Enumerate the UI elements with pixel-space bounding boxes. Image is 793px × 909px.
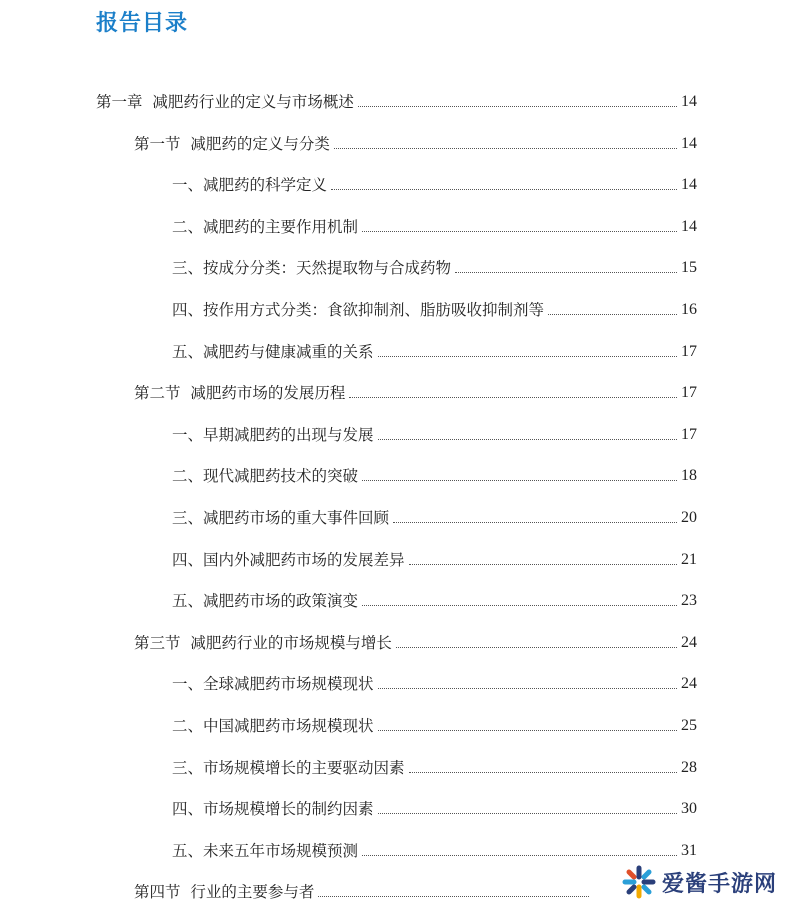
toc-leader-dots xyxy=(358,106,677,107)
toc-entry[interactable] xyxy=(172,425,697,445)
toc-entry-title: 减肥药行业的定义与市场概述 xyxy=(152,93,354,111)
toc-leader-dots xyxy=(548,314,677,315)
toc-entry[interactable] xyxy=(172,466,697,486)
toc-entry-number: 一、 xyxy=(172,176,204,195)
toc-entry-number: 四、 xyxy=(172,550,204,569)
toc-entry[interactable] xyxy=(134,383,697,403)
toc-page-number: 23 xyxy=(681,592,697,610)
toc-entry-number: 四、 xyxy=(172,301,204,319)
toc-entry[interactable] xyxy=(172,758,697,778)
toc-entry-title: 按成分分类：天然提取物与合成药物 xyxy=(203,259,452,278)
toc-leader-dots xyxy=(409,564,677,565)
toc-entry[interactable] xyxy=(134,633,697,653)
toc-leader-dots xyxy=(362,480,677,481)
toc-leader-dots xyxy=(378,688,677,689)
toc-leader-dots xyxy=(409,772,677,773)
toc-entry[interactable] xyxy=(172,508,697,528)
toc-page-number: 17 xyxy=(681,384,697,402)
toc-leader-dots xyxy=(318,896,589,897)
toc-page-number: 21 xyxy=(681,550,697,568)
toc-entry-number: 一、 xyxy=(172,675,204,694)
toc-entry-number: 第一节 xyxy=(134,134,181,153)
toc-entry[interactable] xyxy=(172,674,697,694)
toc-entry-number: 三、 xyxy=(172,259,204,278)
toc-page-number: 30 xyxy=(681,800,697,818)
toc-page-number: 14 xyxy=(681,93,697,110)
toc-entry[interactable] xyxy=(172,550,697,570)
toc-entry-number: 二、 xyxy=(172,217,204,236)
toc-page-number: 24 xyxy=(681,633,697,651)
toc-leader-dots xyxy=(334,148,677,149)
toc-entry-number: 三、 xyxy=(172,509,204,527)
page-title: 报告目录 xyxy=(96,11,189,36)
toc-page-number: 17 xyxy=(681,425,697,443)
toc-leader-dots xyxy=(396,647,677,648)
toc-entry-title: 减肥药的科学定义 xyxy=(203,176,328,195)
toc-entry-title: 市场规模增长的主要驱动因素 xyxy=(203,758,405,777)
toc-entry-title: 国内外减肥药市场的发展差异 xyxy=(203,550,405,569)
toc-page-number: 14 xyxy=(681,217,697,235)
toc-entry-title: 早期减肥药的出现与发展 xyxy=(203,425,374,444)
toc-entry[interactable] xyxy=(172,258,697,278)
toc-page-number: 15 xyxy=(681,259,697,277)
toc-entry[interactable] xyxy=(134,134,697,154)
toc-entry-number: 二、 xyxy=(172,467,204,486)
toc-leader-dots xyxy=(378,356,677,357)
toc-leader-dots xyxy=(362,231,677,232)
toc-page-number: 18 xyxy=(681,467,697,485)
toc-entry[interactable] xyxy=(96,92,697,112)
toc-entry-title: 减肥药市场的重大事件回顾 xyxy=(203,509,390,527)
toc-entry[interactable] xyxy=(172,175,697,195)
toc-entry-title: 未来五年市场规模预测 xyxy=(203,841,359,860)
toc-leader-dots xyxy=(378,813,677,814)
toc-entry-title: 中国减肥药市场规模现状 xyxy=(203,717,374,735)
toc-entry-title: 行业的主要参与者 xyxy=(190,883,315,902)
toc-entry-number: 第一章 xyxy=(96,93,143,111)
toc-page-number: 28 xyxy=(681,758,697,776)
toc-page-number: 16 xyxy=(681,301,697,318)
toc-entry-number: 二、 xyxy=(172,717,204,735)
toc-entry-number: 第三节 xyxy=(134,633,181,652)
toc-entry-number: 第四节 xyxy=(134,883,181,902)
toc-entry-title: 现代减肥药技术的突破 xyxy=(203,467,359,486)
toc-entry-title: 减肥药的定义与分类 xyxy=(190,134,330,153)
toc-entry[interactable] xyxy=(134,882,593,902)
toc-entry-title: 减肥药与健康减重的关系 xyxy=(203,342,374,361)
toc-leader-dots xyxy=(331,189,677,190)
toc-entry[interactable] xyxy=(172,342,697,362)
toc-page-number: 20 xyxy=(681,509,697,526)
toc-entry-number: 第二节 xyxy=(134,384,181,403)
asterisk-logo-icon xyxy=(622,865,656,899)
toc-entry[interactable] xyxy=(172,591,697,611)
toc-entry-number: 五、 xyxy=(172,841,204,860)
toc-entry-number: 五、 xyxy=(172,592,204,611)
toc-entry[interactable] xyxy=(172,300,697,320)
toc-leader-dots xyxy=(378,439,677,440)
toc-page-number: 24 xyxy=(681,675,697,693)
toc-entry-title: 减肥药市场的政策演变 xyxy=(203,592,359,611)
toc-entry-number: 五、 xyxy=(172,342,204,361)
toc-leader-dots xyxy=(378,730,677,731)
toc-entry-number: 一、 xyxy=(172,425,204,444)
toc-entry-number: 三、 xyxy=(172,758,204,777)
toc-entry[interactable] xyxy=(172,716,697,736)
toc-entry-title: 减肥药行业的市场规模与增长 xyxy=(190,633,392,652)
toc-entry[interactable] xyxy=(172,217,697,237)
toc-entry-number: 四、 xyxy=(172,800,204,819)
toc-page-number: 14 xyxy=(681,134,697,152)
toc-leader-dots xyxy=(455,272,677,273)
toc-entry-title: 减肥药的主要作用机制 xyxy=(203,217,359,236)
toc-leader-dots xyxy=(393,522,677,523)
toc-entry[interactable] xyxy=(172,841,697,861)
toc-entry[interactable] xyxy=(172,799,697,819)
toc-entry-title: 按作用方式分类：食欲抑制剂、脂肪吸收抑制剂等 xyxy=(203,301,545,319)
toc-entry-title: 减肥药市场的发展历程 xyxy=(190,384,346,403)
toc-page-number: 14 xyxy=(681,176,697,194)
watermark xyxy=(616,863,783,901)
toc-leader-dots xyxy=(362,605,677,606)
toc-page-number: 17 xyxy=(681,342,697,360)
toc-page-number: 31 xyxy=(681,841,697,859)
toc-entry-title: 市场规模增长的制约因素 xyxy=(203,800,374,819)
toc-leader-dots xyxy=(362,855,677,856)
watermark-text: 爱酱手游网 xyxy=(661,871,777,897)
toc-entry-title: 全球减肥药市场规模现状 xyxy=(203,675,374,694)
toc-leader-dots xyxy=(349,397,677,398)
toc-page-number: 25 xyxy=(681,717,697,734)
